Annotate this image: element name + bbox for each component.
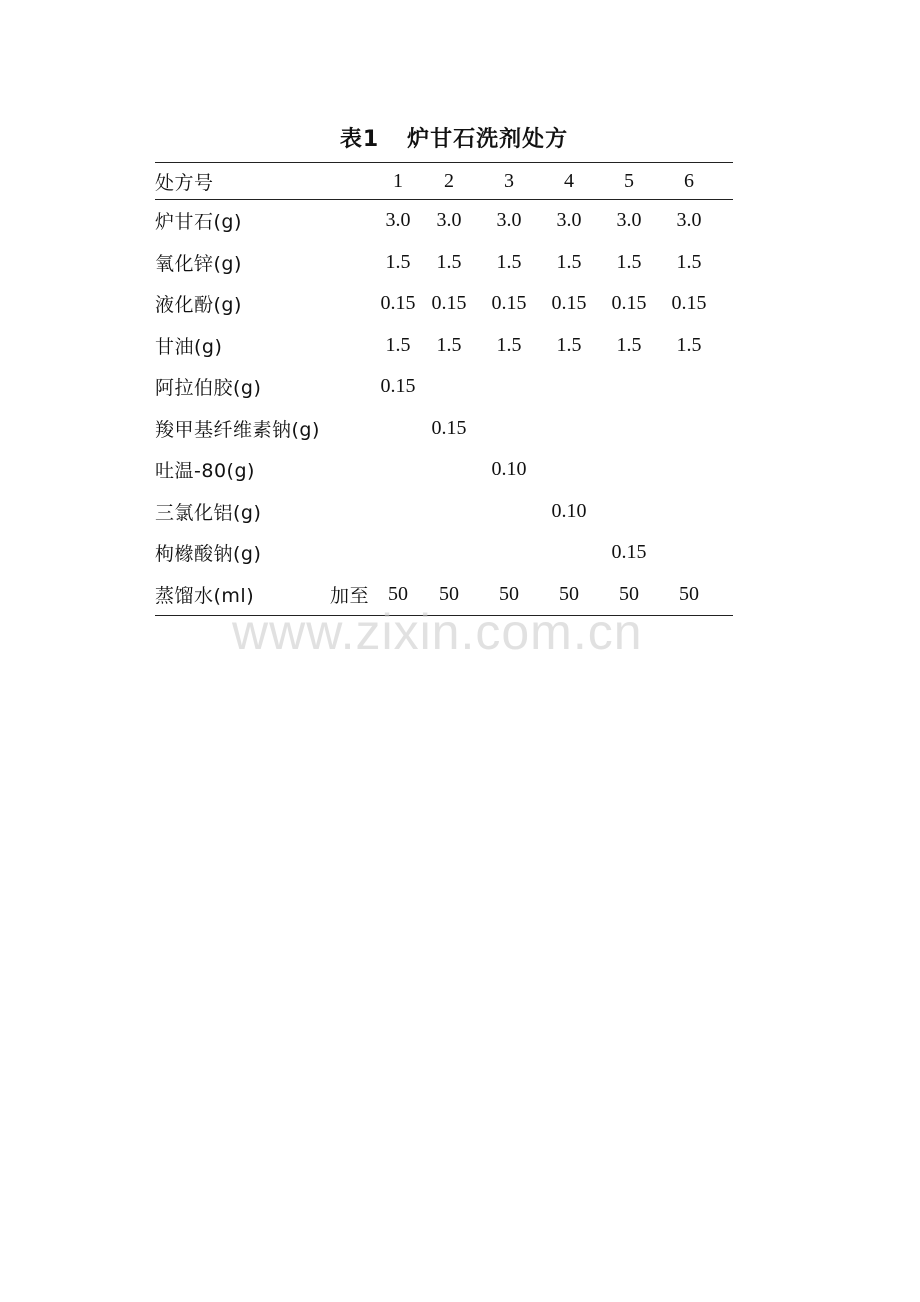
amount-cell: 0.15: [380, 375, 416, 398]
amount-cell: 50: [679, 582, 699, 605]
watermark: www.zixin.com.cn: [232, 604, 643, 660]
header-col-6: 6: [684, 169, 694, 192]
table-row: [155, 200, 733, 242]
amount-cell: 1.5: [556, 250, 582, 273]
amount-cell: 0.15: [611, 292, 647, 315]
amount-cell: 3.0: [496, 209, 522, 232]
amount-cell: 0.15: [380, 292, 416, 315]
table-row: [155, 283, 733, 325]
ingredient-label: 氧化锌(g): [155, 252, 242, 275]
amount-cell: 1.5: [616, 250, 642, 273]
amount-cell: 1.5: [496, 333, 522, 356]
amount-cell: 50: [439, 582, 459, 605]
amount-cell: 1.5: [616, 333, 642, 356]
ingredient-label: 三氯化铝(g): [155, 501, 262, 524]
ingredient-label: 羧甲基纤维素钠(g): [155, 418, 320, 441]
table-row: [155, 449, 733, 491]
amount-cell: 3.0: [385, 209, 411, 232]
amount-cell: 0.15: [671, 292, 707, 315]
amount-cell: 0.10: [551, 499, 587, 522]
ingredient-name: [155, 539, 377, 566]
header-col-3: 3: [504, 169, 514, 192]
table-row: [155, 325, 733, 367]
ingredient-label: 甘油(g): [155, 335, 223, 358]
amount-cell: 3.0: [556, 209, 582, 232]
amount-cell: 0.15: [551, 292, 587, 315]
header-col-4: 4: [564, 169, 574, 192]
ingredient-name: [155, 581, 377, 608]
amount-cell: 50: [619, 582, 639, 605]
ingredient-label: 吐温-80(g): [155, 460, 255, 483]
amount-cell: 3.0: [616, 209, 642, 232]
ingredient-name: [155, 498, 377, 525]
table-row: [155, 242, 733, 284]
amount-cell: 0.15: [611, 541, 647, 564]
ingredient-name: [155, 290, 377, 317]
amount-cell: 1.5: [676, 333, 702, 356]
ingredient-label: 阿拉伯胶(g): [155, 377, 262, 400]
amount-cell: 0.15: [431, 416, 467, 439]
amount-cell: 1.5: [556, 333, 582, 356]
amount-cell: 50: [499, 582, 519, 605]
amount-cell: 50: [559, 582, 579, 605]
header-label: 处方号: [155, 171, 214, 194]
ingredient-note: 加至: [329, 584, 369, 607]
amount-cell: 50: [388, 582, 408, 605]
ingredient-name: [155, 249, 377, 276]
amount-cell: 1.5: [676, 250, 702, 273]
table-row: [155, 491, 733, 533]
table-row: [155, 532, 733, 574]
header-col-5: 5: [624, 169, 634, 192]
table-row: [155, 408, 733, 450]
ingredient-label: 炉甘石(g): [155, 211, 242, 234]
header-col-1: 1: [393, 169, 403, 192]
ingredient-label: 液化酚(g): [155, 294, 242, 317]
amount-cell: 3.0: [436, 209, 462, 232]
amount-cell: 1.5: [436, 333, 462, 356]
amount-cell: 1.5: [496, 250, 522, 273]
ingredient-label: 蒸馏水(ml): [155, 584, 255, 607]
amount-cell: 1.5: [436, 250, 462, 273]
ingredient-name: [155, 456, 377, 483]
ingredient-name: [155, 373, 377, 400]
table-title-text: 炉甘石洗剂处方: [407, 127, 569, 152]
table-body: [155, 200, 733, 615]
table-number: 表1: [339, 127, 380, 152]
ingredient-name: [155, 415, 377, 442]
header-col-2: 2: [444, 169, 454, 192]
table-header-row: [155, 163, 733, 199]
amount-cell: 1.5: [385, 250, 411, 273]
ingredient-label: 枸橼酸钠(g): [155, 543, 262, 566]
ingredient-name: [155, 332, 377, 359]
formula-table: [155, 118, 733, 616]
table-row: [155, 366, 733, 408]
amount-cell: 1.5: [385, 333, 411, 356]
amount-cell: 0.10: [491, 458, 527, 481]
amount-cell: 0.15: [491, 292, 527, 315]
amount-cell: 0.15: [431, 292, 467, 315]
ingredient-name: [155, 207, 377, 234]
amount-cell: 3.0: [676, 209, 702, 232]
table-row: [155, 574, 733, 616]
table-title: [155, 118, 733, 162]
bottom-rule: [155, 615, 733, 616]
